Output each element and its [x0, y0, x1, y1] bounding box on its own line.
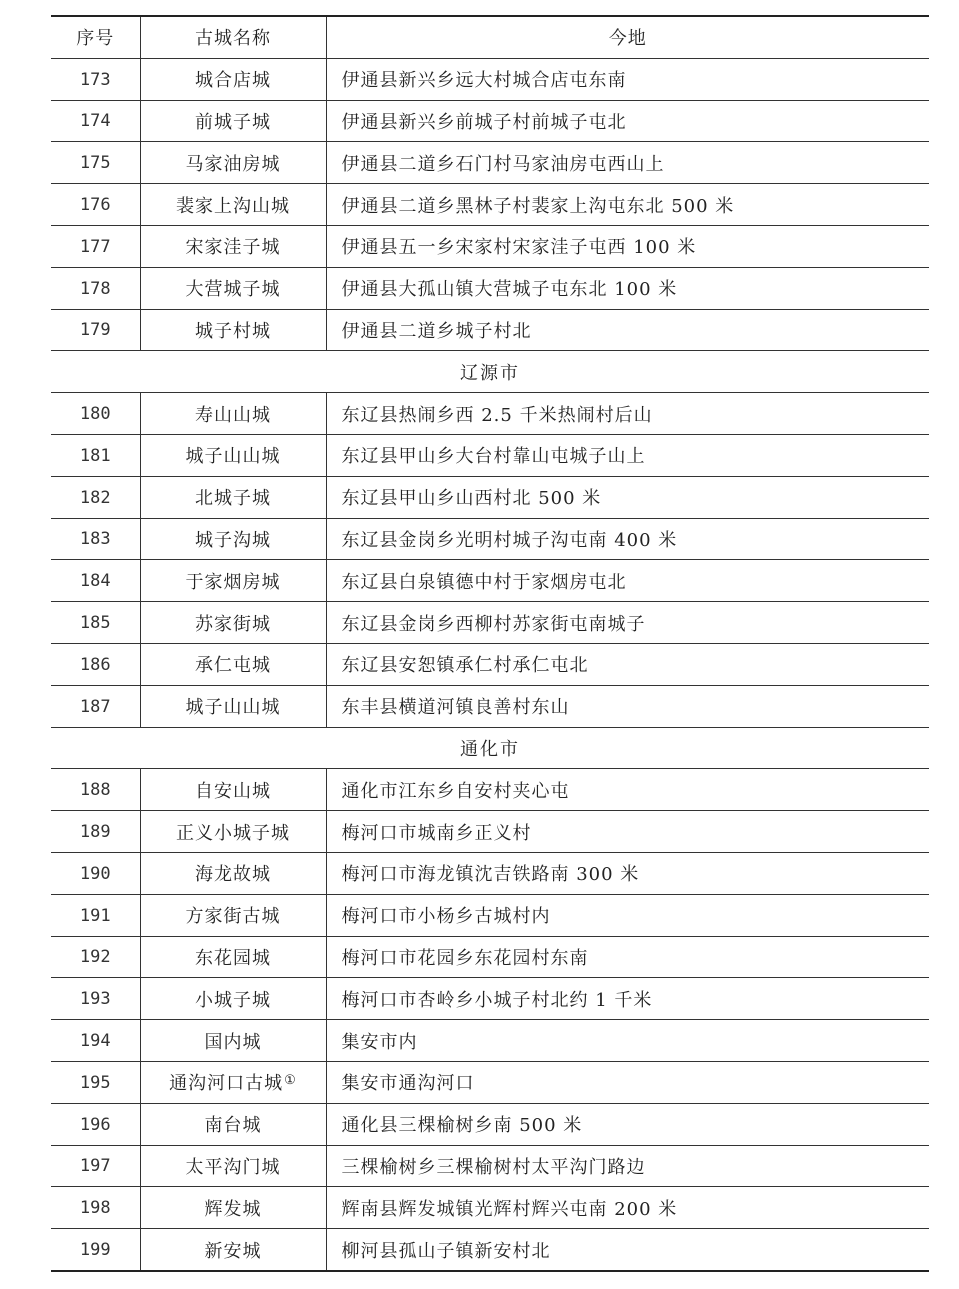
row-number: 174 — [79, 111, 111, 132]
header-name: 古城名称 — [140, 16, 326, 58]
table-row — [51, 685, 929, 727]
present-location: 集安市内 — [326, 1020, 929, 1062]
table-row — [51, 434, 929, 476]
present-location: 伊通县大孤山镇大营城子屯东北 100 米 — [326, 267, 929, 309]
city-name: 前城子城 — [140, 100, 326, 142]
row-number: 184 — [79, 571, 111, 592]
row-number: 191 — [79, 905, 111, 926]
present-location: 伊通县新兴乡远大村城合店屯东南 — [326, 58, 929, 100]
table-row — [51, 811, 929, 853]
table-row — [51, 852, 929, 894]
present-location: 梅河口市小杨乡古城村内 — [326, 894, 929, 936]
present-location: 三棵榆树乡三棵榆树村太平沟门路边 — [326, 1145, 929, 1187]
present-location: 梅河口市海龙镇沈吉铁路南 300 米 — [326, 852, 929, 894]
ancient-city-table — [51, 15, 929, 1272]
city-name: 通沟河口古城 — [169, 1073, 284, 1095]
city-name: 小城子城 — [140, 978, 326, 1020]
table-row — [51, 142, 929, 184]
row-number: 183 — [79, 529, 111, 550]
city-name: 苏家街城 — [140, 602, 326, 644]
table-header-row — [51, 16, 929, 58]
city-name: 太平沟门城 — [140, 1145, 326, 1187]
present-location: 通化市江东乡自安村夹心屯 — [326, 769, 929, 811]
table-row — [51, 602, 929, 644]
city-name: 大营城子城 — [140, 267, 326, 309]
row-number: 180 — [79, 404, 111, 425]
table-row — [51, 309, 929, 351]
table-row — [51, 476, 929, 518]
row-number: 175 — [79, 153, 111, 174]
table-row — [51, 518, 929, 560]
city-name: 城子山山城 — [140, 434, 326, 476]
city-name: 东花园城 — [140, 936, 326, 978]
present-location: 伊通县新兴乡前城子村前城子屯北 — [326, 100, 929, 142]
table-row — [51, 1061, 929, 1103]
row-number: 196 — [79, 1114, 111, 1135]
present-location: 辉南县辉发城镇光辉村辉兴屯南 200 米 — [326, 1187, 929, 1229]
table-row — [51, 1020, 929, 1062]
table-row — [51, 184, 929, 226]
city-name: 方家街古城 — [140, 894, 326, 936]
present-location: 东辽县甲山乡大台村靠山屯城子山上 — [326, 434, 929, 476]
table-row — [51, 100, 929, 142]
present-location: 东辽县白泉镇德中村于家烟房屯北 — [326, 560, 929, 602]
present-location: 伊通县二道乡城子村北 — [326, 309, 929, 351]
present-location: 东丰县横道河镇良善村东山 — [326, 685, 929, 727]
row-number: 199 — [79, 1240, 111, 1260]
row-number: 186 — [79, 654, 111, 675]
table-row — [51, 643, 929, 685]
table-row — [51, 560, 929, 602]
row-number: 198 — [79, 1198, 111, 1219]
footnote-marker: ① — [284, 1073, 297, 1089]
row-number: 190 — [79, 863, 111, 884]
city-name: 自安山城 — [140, 769, 326, 811]
present-location: 伊通县二道乡石门村马家油房屯西山上 — [326, 142, 929, 184]
row-number: 177 — [79, 236, 111, 257]
present-location: 东辽县甲山乡山西村北 500 米 — [326, 476, 929, 518]
city-name: 正义小城子城 — [140, 811, 326, 853]
present-location: 东辽县金岗乡西柳村苏家街屯南城子 — [326, 602, 929, 644]
row-number: 178 — [79, 278, 111, 299]
section-title: 通化市 — [51, 727, 929, 769]
table-row — [51, 978, 929, 1020]
table-row — [51, 267, 929, 309]
header-location: 今地 — [326, 16, 929, 58]
row-number: 187 — [79, 696, 111, 717]
header-no: 序号 — [51, 16, 140, 58]
table-row — [51, 894, 929, 936]
table-row — [51, 769, 929, 811]
row-number: 185 — [79, 613, 111, 634]
table-row — [51, 1103, 929, 1145]
row-number: 176 — [79, 195, 111, 216]
table-row — [51, 58, 929, 100]
city-name: 裴家上沟山城 — [140, 184, 326, 226]
city-name: 于家烟房城 — [140, 560, 326, 602]
city-name-cell — [140, 1061, 326, 1103]
row-number: 192 — [79, 947, 111, 968]
section-row-tonghua — [51, 727, 929, 769]
table-row — [51, 1145, 929, 1187]
present-location: 梅河口市城南乡正义村 — [326, 811, 929, 853]
row-number: 179 — [79, 320, 111, 341]
row-number: 182 — [79, 487, 111, 508]
city-name: 宋家洼子城 — [140, 225, 326, 267]
row-number: 173 — [79, 69, 111, 90]
city-name: 新安城 — [140, 1229, 326, 1271]
row-number: 193 — [79, 989, 111, 1010]
present-location: 东辽县金岗乡光明村城子沟屯南 400 米 — [326, 518, 929, 560]
present-location: 东辽县安恕镇承仁村承仁屯北 — [326, 643, 929, 685]
table-row — [51, 393, 929, 435]
city-name: 辉发城 — [140, 1187, 326, 1229]
row-number: 195 — [79, 1072, 111, 1093]
present-location: 伊通县五一乡宋家村宋家洼子屯西 100 米 — [326, 225, 929, 267]
section-row-liaoyuan — [51, 351, 929, 393]
city-name: 北城子城 — [140, 476, 326, 518]
row-number: 197 — [79, 1156, 111, 1177]
city-name: 城合店城 — [140, 58, 326, 100]
present-location: 梅河口市花园乡东花园村东南 — [326, 936, 929, 978]
present-location: 通化县三棵榆树乡南 500 米 — [326, 1103, 929, 1145]
table-row — [51, 1187, 929, 1229]
section-title: 辽源市 — [51, 351, 929, 393]
present-location: 集安市通沟河口 — [326, 1061, 929, 1103]
present-location: 伊通县二道乡黑林子村裴家上沟屯东北 500 米 — [326, 184, 929, 226]
present-location: 梅河口市杏岭乡小城子村北约 1 千米 — [326, 978, 929, 1020]
city-name: 承仁屯城 — [140, 643, 326, 685]
present-location: 柳河县孤山子镇新安村北 — [326, 1229, 929, 1271]
city-name: 马家油房城 — [140, 142, 326, 184]
row-number: 181 — [79, 445, 111, 466]
city-name: 城子村城 — [140, 309, 326, 351]
city-name: 海龙故城 — [140, 852, 326, 894]
city-name: 南台城 — [140, 1103, 326, 1145]
city-name: 国内城 — [140, 1020, 326, 1062]
ancient-city-table-page — [51, 15, 929, 1272]
present-location: 东辽县热闹乡西 2.5 千米热闹村后山 — [326, 393, 929, 435]
city-name: 寿山山城 — [140, 393, 326, 435]
city-name: 城子山山城 — [140, 685, 326, 727]
row-number: 189 — [79, 822, 111, 843]
city-name: 城子沟城 — [140, 518, 326, 560]
table-row — [51, 1229, 929, 1271]
table-row — [51, 225, 929, 267]
table-row — [51, 936, 929, 978]
row-number: 188 — [79, 780, 111, 801]
row-number: 194 — [79, 1031, 111, 1052]
